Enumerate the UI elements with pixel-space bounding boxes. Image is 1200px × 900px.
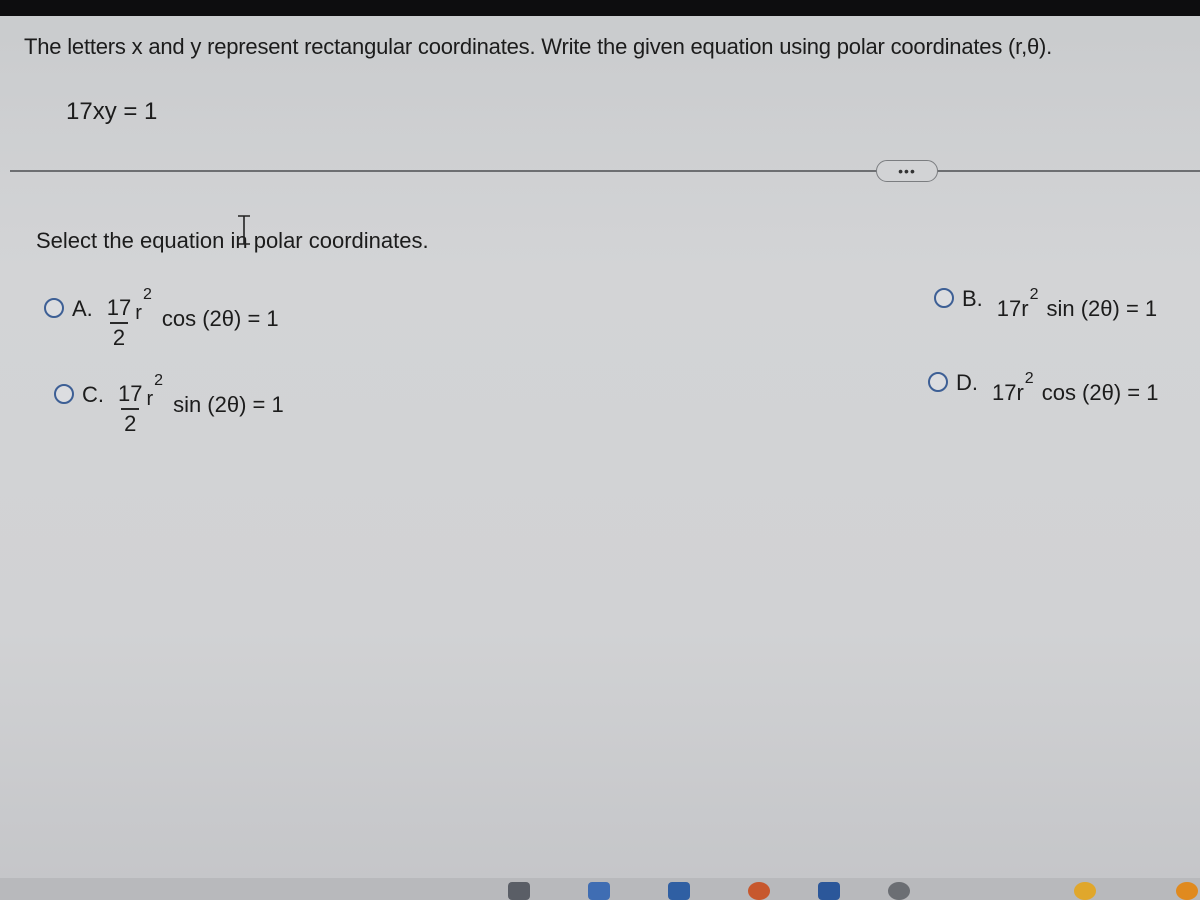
option-b[interactable] bbox=[934, 286, 1157, 322]
expand-more-button[interactable]: ••• bbox=[876, 160, 938, 182]
option-a-expression bbox=[131, 286, 279, 331]
option-a-exponent: 2 bbox=[142, 286, 152, 303]
fraction-bar bbox=[121, 408, 139, 410]
option-a-fraction bbox=[107, 296, 131, 350]
taskbar-browser-icon[interactable] bbox=[748, 882, 770, 900]
radio-option-b[interactable] bbox=[934, 288, 954, 308]
radio-option-a[interactable] bbox=[44, 298, 64, 318]
option-a-denominator: 2 bbox=[112, 324, 126, 350]
option-c-var: r bbox=[146, 388, 154, 410]
option-a-var: r bbox=[135, 302, 142, 324]
option-c-trig: sin (2θ) = 1 bbox=[173, 392, 284, 417]
option-b-exponent: 2 bbox=[1029, 286, 1039, 303]
instruction-text: Select the equation in polar coordinates. bbox=[36, 228, 429, 253]
option-a-trig: cos (2θ) = 1 bbox=[161, 306, 279, 331]
section-divider bbox=[10, 170, 1200, 172]
option-d-letter: D. bbox=[956, 370, 978, 395]
radio-option-c[interactable] bbox=[54, 384, 74, 404]
option-d-trig: cos (2θ) = 1 bbox=[1041, 380, 1159, 405]
taskbar-app-icon[interactable] bbox=[668, 882, 690, 900]
option-a[interactable] bbox=[44, 286, 279, 350]
option-a-letter: A. bbox=[72, 296, 93, 321]
option-d-expression bbox=[992, 370, 1159, 406]
option-d-exponent: 2 bbox=[1024, 370, 1034, 387]
option-b-trig: sin (2θ) = 1 bbox=[1046, 296, 1158, 321]
browser-top-bar bbox=[0, 0, 1200, 16]
text-cursor-icon bbox=[234, 214, 254, 246]
option-a-numerator: 17 bbox=[106, 295, 132, 320]
given-equation: 17xy = 1 bbox=[66, 98, 158, 125]
taskbar-app-icon[interactable] bbox=[588, 882, 610, 900]
taskbar-word-icon[interactable] bbox=[818, 882, 840, 900]
help-icon[interactable] bbox=[1074, 882, 1096, 900]
radio-option-d[interactable] bbox=[928, 372, 948, 392]
taskbar-app-icon[interactable] bbox=[508, 882, 530, 900]
option-c-denominator: 2 bbox=[124, 410, 137, 436]
option-b-coefficient: 17r bbox=[996, 296, 1029, 321]
option-c-letter: C. bbox=[82, 382, 104, 407]
option-c[interactable] bbox=[54, 372, 284, 436]
option-d[interactable] bbox=[928, 370, 1158, 406]
settings-gear-icon[interactable] bbox=[888, 882, 910, 900]
fraction-bar bbox=[110, 322, 128, 324]
option-c-expression bbox=[142, 372, 284, 417]
option-b-expression bbox=[996, 286, 1158, 322]
option-c-exponent: 2 bbox=[154, 372, 164, 389]
option-c-numerator: 17 bbox=[118, 381, 143, 406]
option-c-fraction bbox=[118, 382, 142, 436]
problem-statement: The letters x and y represent rectangular coordinates. Write the given equation using polar coordinates (r,θ). bbox=[24, 34, 1053, 59]
taskbar-app-icon[interactable] bbox=[1176, 882, 1198, 900]
option-d-coefficient: 17r bbox=[992, 380, 1024, 405]
option-b-letter: B. bbox=[962, 286, 983, 311]
